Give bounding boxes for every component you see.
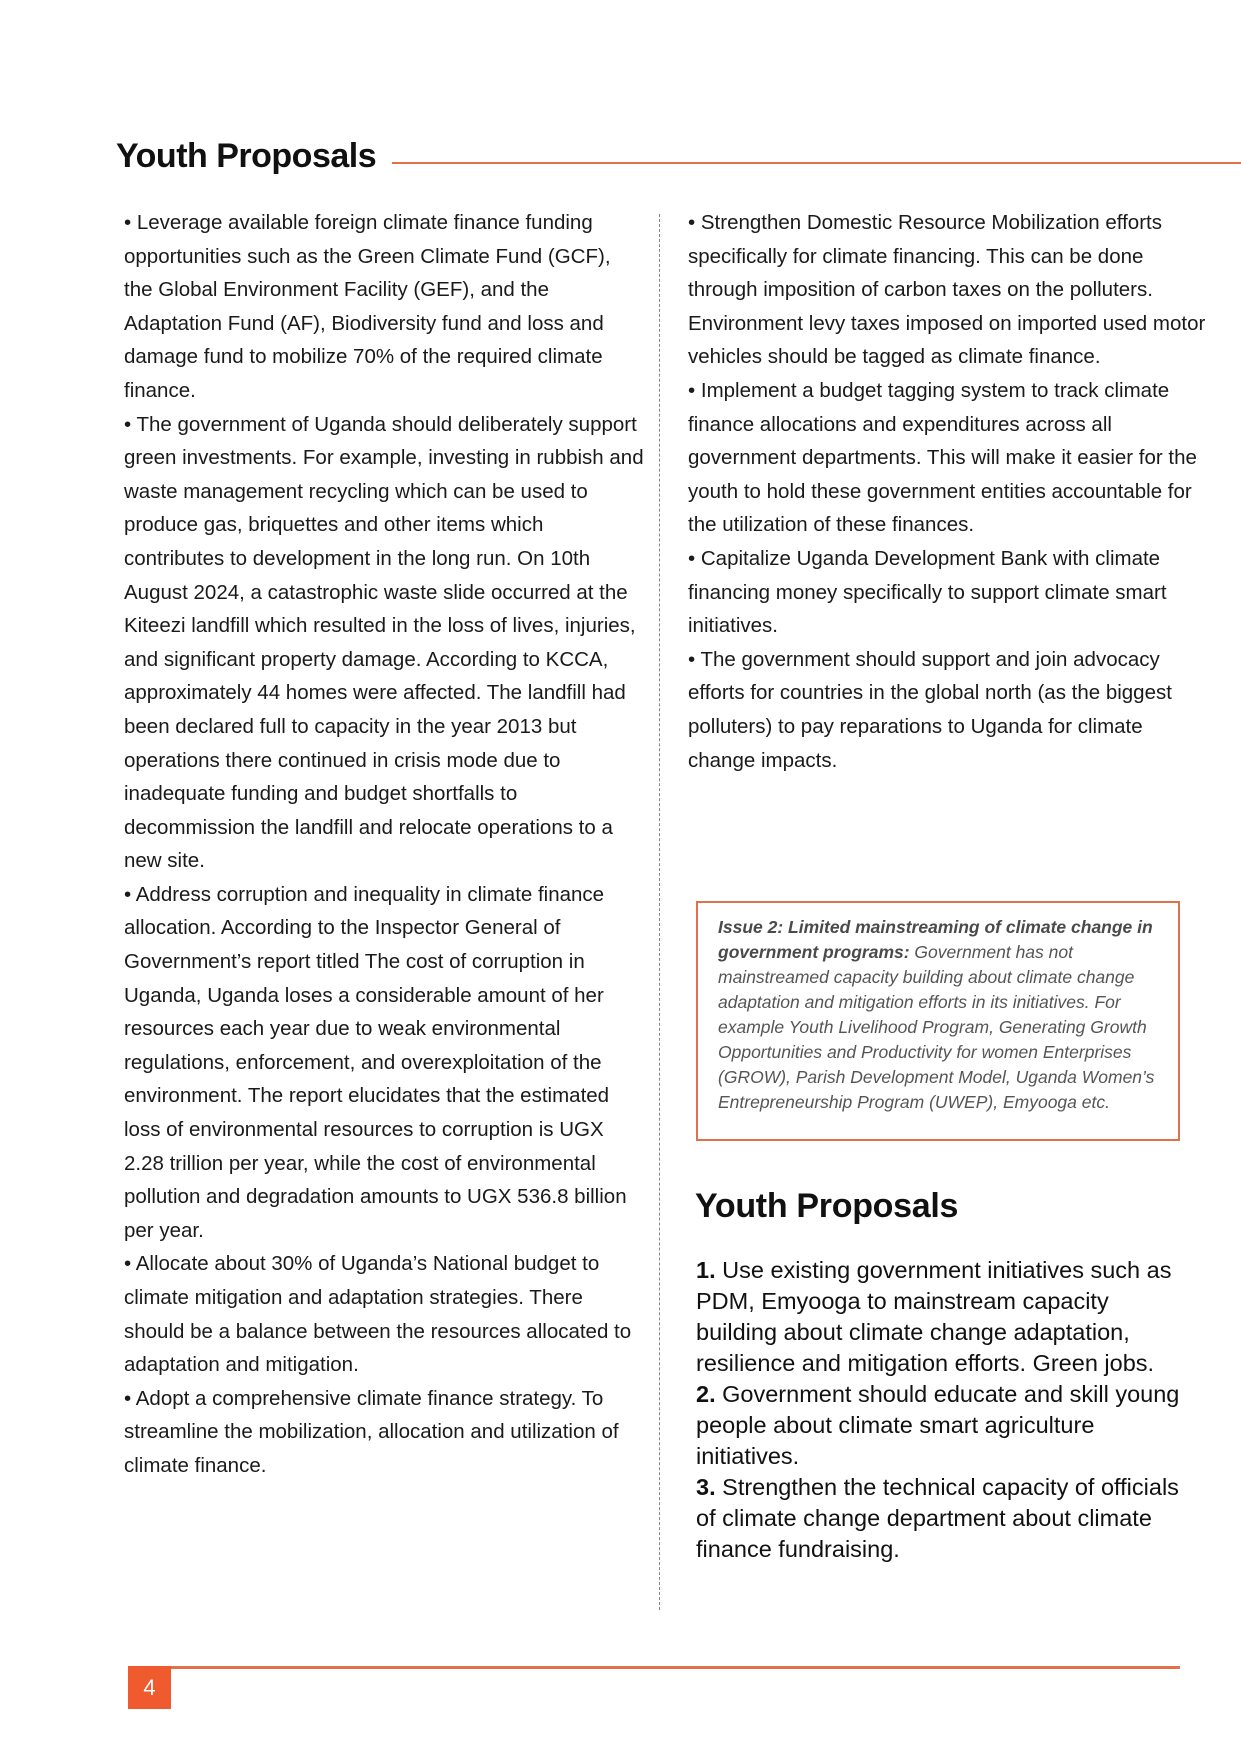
- youth-proposals-subheading: Youth Proposals: [695, 1187, 959, 1225]
- footer-divider-line: [170, 1666, 1180, 1669]
- list-item-number: 1.: [696, 1257, 716, 1283]
- list-item: [696, 1255, 1196, 1379]
- page-title: Youth Proposals: [116, 136, 377, 175]
- right-column: [688, 206, 1208, 777]
- right-paragraph-2: • Implement a budget tagging system to track climate finance allocations and expenditures across all government departments. This will make it easier for the youth to hold these government entities accountable for the utilization of these finances.: [688, 378, 1197, 537]
- list-item: [696, 1379, 1196, 1472]
- list-item-text: Use existing government initiatives such as PDM, Emyooga to mainstream capacity building about climate change adaptation, resilience and mitigation efforts. Green jobs.: [696, 1257, 1172, 1376]
- right-paragraph-3: • Capitalize Uganda Development Bank with climate financing money specifically to support climate smart initiatives.: [688, 546, 1167, 638]
- section-header: [116, 134, 1241, 178]
- right-paragraph-1: • Strengthen Domestic Resource Mobilization efforts specifically for climate financing. This can be done through imposition of carbon taxes on the polluters. Environment levy taxes imposed on imported used motor vehicles should be tagged as climate finance.: [688, 211, 1206, 369]
- right-paragraph-4: • The government should support and join advocacy efforts for countries in the global north (as the biggest polluters) to pay reparations to Uganda for climate change impacts.: [688, 647, 1172, 772]
- left-paragraph-5: • Adopt a comprehensive climate finance strategy. To streamline the mobilization, allocation and utilization of climate finance.: [124, 1386, 619, 1477]
- proposals-numbered-list: [696, 1255, 1196, 1565]
- left-paragraph-4: • Allocate about 30% of Uganda’s National budget to climate mitigation and adaptation strategies. There should be a balance between the resources allocated to adaptation and mitigation.: [124, 1252, 632, 1377]
- left-paragraph-1: • Leverage available foreign climate finance funding opportunities such as the Green Climate Fund (GCF), the Global Environment Facility (GEF), and the Adaptation Fund (AF), Biodiversity fund and loss and damage fund to mobilize 70% of the required climate finance.: [124, 211, 611, 402]
- issue-callout-box: [696, 901, 1180, 1141]
- issue-title: Issue 2: Limited mainstreaming of climate change in government programs:: [718, 917, 1153, 962]
- left-column: [124, 206, 644, 1483]
- issue-body: Government has not mainstreamed capacity building about climate change adaptation and mitigation efforts in its initiatives. For example Youth Livelihood Program, Generating Growth Opportunities and Productivity for women Enterprises (GROW), Parish Development Model, Uganda Women’s Entrepreneurship Program (UWEP), Emyooga etc.: [718, 942, 1155, 1112]
- left-paragraph-3: • Address corruption and inequality in climate finance allocation. According to the Inspector General of Government’s report titled The cost of corruption in Uganda, Uganda loses a considerable amount of her resources each year due to weak environmental regulations, enforcement, and overexploitation of the environment. The report elucidates that the estimated loss of environmental resources to corruption is UGX 2.28 trillion per year, while the cost of environmental pollution and degradation amounts to UGX 536.8 billion per year.: [124, 882, 627, 1242]
- left-paragraph-2: • The government of Uganda should deliberately support green investments. For example, investing in rubbish and waste management recycling which can be used to produce gas, briquettes and other items which contributes to development in the long run. On 10th August 2024, a catastrophic waste slide occurred at the Kiteezi landfill which resulted in the loss of lives, injuries, and significant property damage. According to KCCA, approximately 44 homes were affected. The landfill had been declared full to capacity in the year 2013 but operations there continued in crisis mode due to inadequate funding and budget shortfalls to decommission the landfill and relocate operations to a new site.: [124, 412, 644, 873]
- list-item-number: 2.: [696, 1381, 716, 1407]
- page-number: 4: [143, 1674, 156, 1700]
- column-divider-dashed: [659, 214, 660, 1610]
- heading-divider-line: [392, 162, 1241, 164]
- list-item-text: Strengthen the technical capacity of officials of climate change department about climate finance fundraising.: [696, 1474, 1179, 1562]
- list-item-text: Government should educate and skill young people about climate smart agriculture initiatives.: [696, 1381, 1180, 1469]
- list-item: [696, 1472, 1196, 1565]
- page-number-badge: [128, 1666, 171, 1709]
- list-item-number: 3.: [696, 1474, 716, 1500]
